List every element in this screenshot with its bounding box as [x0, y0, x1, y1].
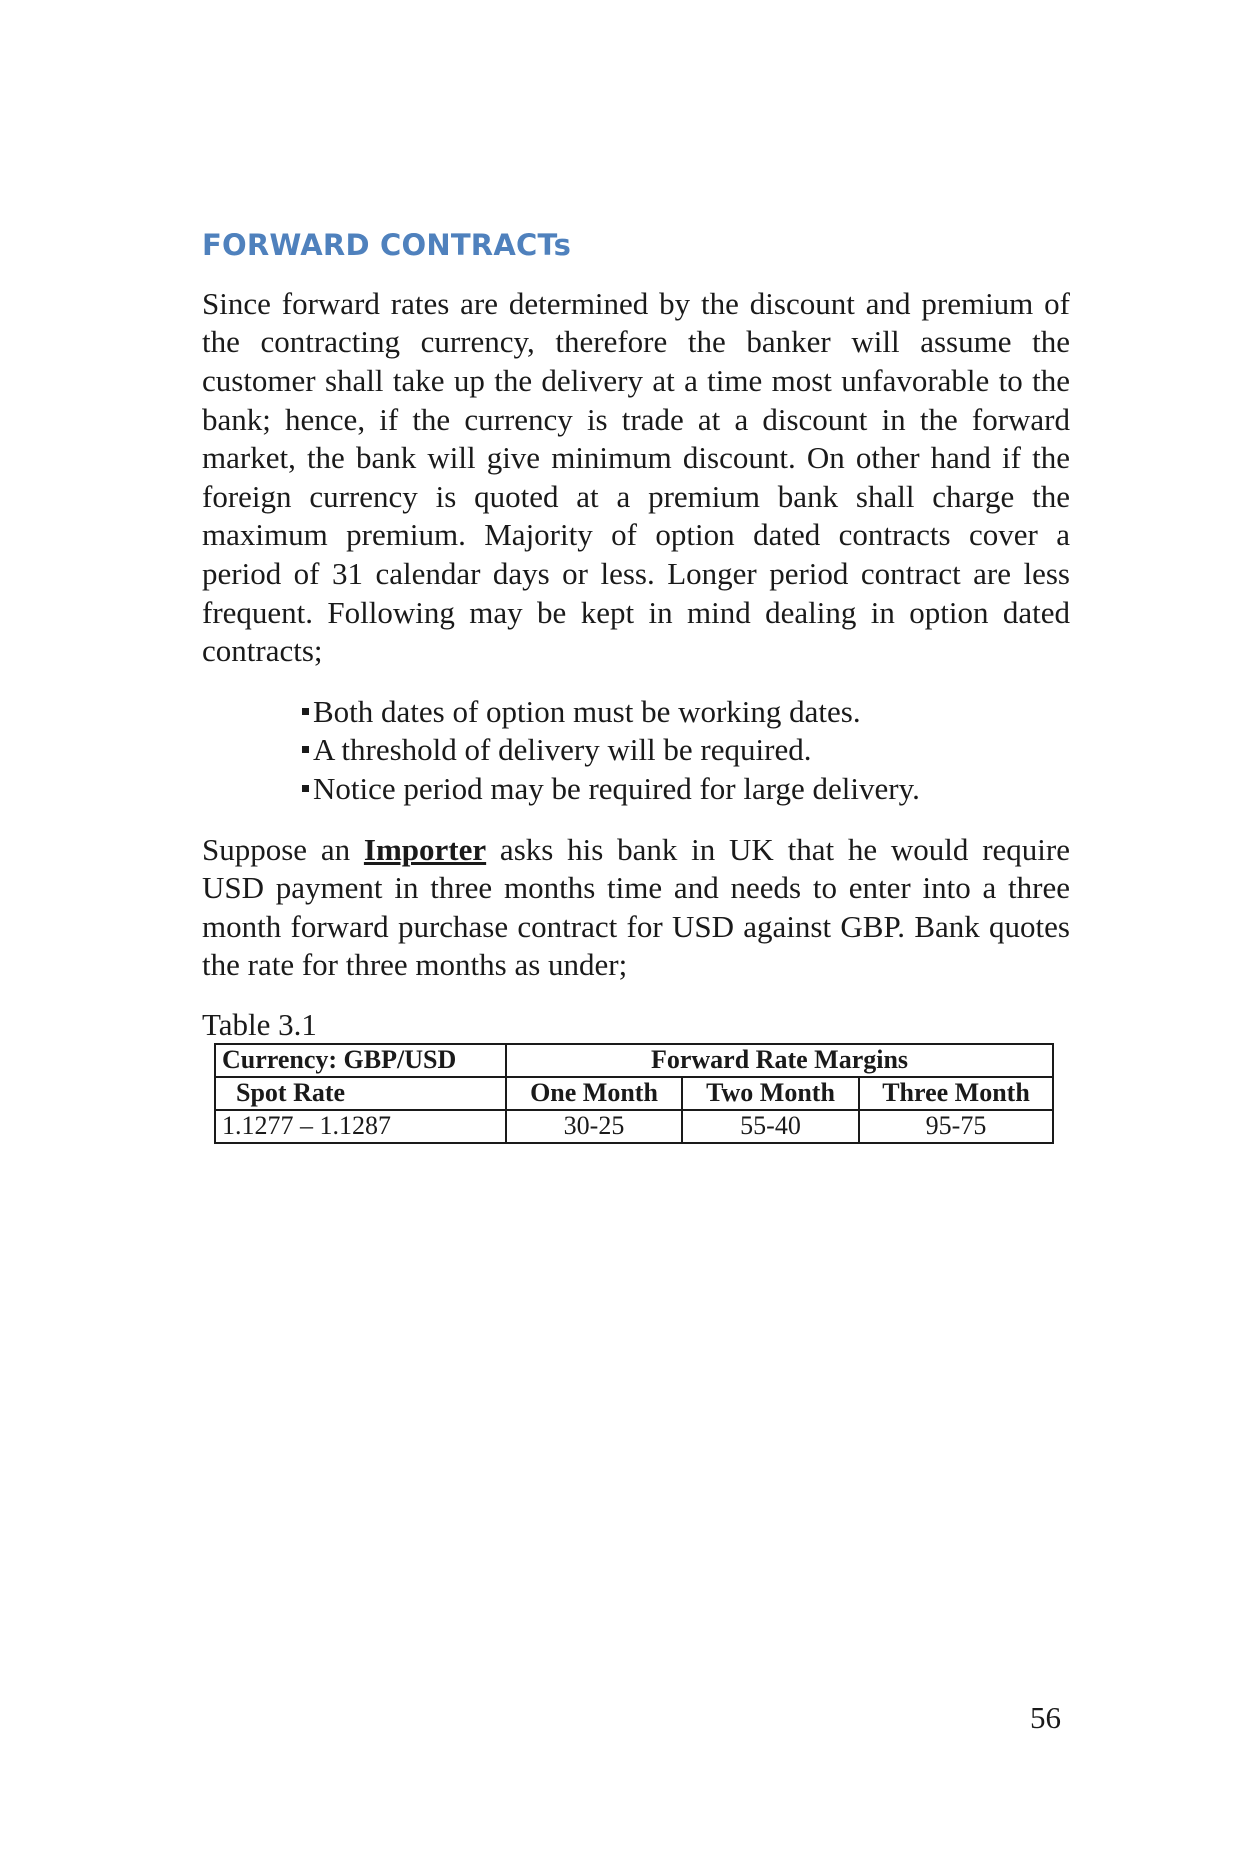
three-month-header: Three Month [859, 1077, 1053, 1110]
bullet-list [202, 693, 1070, 809]
spot-rate-cell: 1.1277 – 1.1287 [215, 1110, 506, 1143]
three-month-cell: 95-75 [859, 1110, 1053, 1143]
bullet-text: A threshold of delivery will be required. [313, 732, 812, 768]
two-month-cell: 55-40 [682, 1110, 859, 1143]
spot-rate-header: Spot Rate [215, 1077, 506, 1110]
table-header-row [215, 1044, 1053, 1077]
bullet-text: Both dates of option must be working dates. [313, 693, 861, 729]
forward-rates-table [214, 1043, 1054, 1144]
list-item [302, 770, 1070, 809]
square-bullet-icon [302, 785, 309, 792]
table-subheader-row [215, 1077, 1053, 1110]
page-content [202, 228, 1070, 1144]
table-caption: Table 3.1 [202, 1006, 317, 1042]
page-number: 56 [1030, 1700, 1061, 1735]
bullet-text: Notice period may be required for large delivery. [313, 770, 920, 806]
square-bullet-icon [302, 746, 309, 753]
one-month-header: One Month [506, 1077, 682, 1110]
table-row [215, 1110, 1053, 1143]
two-month-header: Two Month [682, 1077, 859, 1110]
intro-paragraph: Since forward rates are determined by the discount and premium of the contracting currency, therefore the banker will assume the customer shall take up the delivery at a time most unfavorable to the bank; hence, if the currency is trade at a discount in the forward market, the bank will give minimum discount. On other hand if the foreign currency is quoted at a premium bank shall charge the maximum premium. Majority of option dated contracts cover a period of 31 calendar days or less. Longer period contract are less frequent. Following may be kept in mind dealing in option dated contracts; [202, 285, 1070, 669]
currency-header: Currency: GBP/USD [215, 1044, 506, 1077]
importer-emphasis: Importer [363, 831, 487, 867]
square-bullet-icon [302, 708, 309, 715]
margins-header: Forward Rate Margins [506, 1044, 1053, 1077]
one-month-cell: 30-25 [506, 1110, 682, 1143]
example-text-start: Suppose an [202, 831, 364, 867]
example-paragraph [202, 831, 1070, 985]
example-text-end: asks his bank in UK that he would require USD payment in three months time and needs to enter into a three month forward purchase contract for USD against GBP. Bank quotes the rate for three months as under; [202, 831, 1070, 983]
section-heading: FORWARD CONTRACTs [202, 228, 572, 262]
list-item [302, 731, 1070, 770]
list-item [302, 693, 1070, 732]
